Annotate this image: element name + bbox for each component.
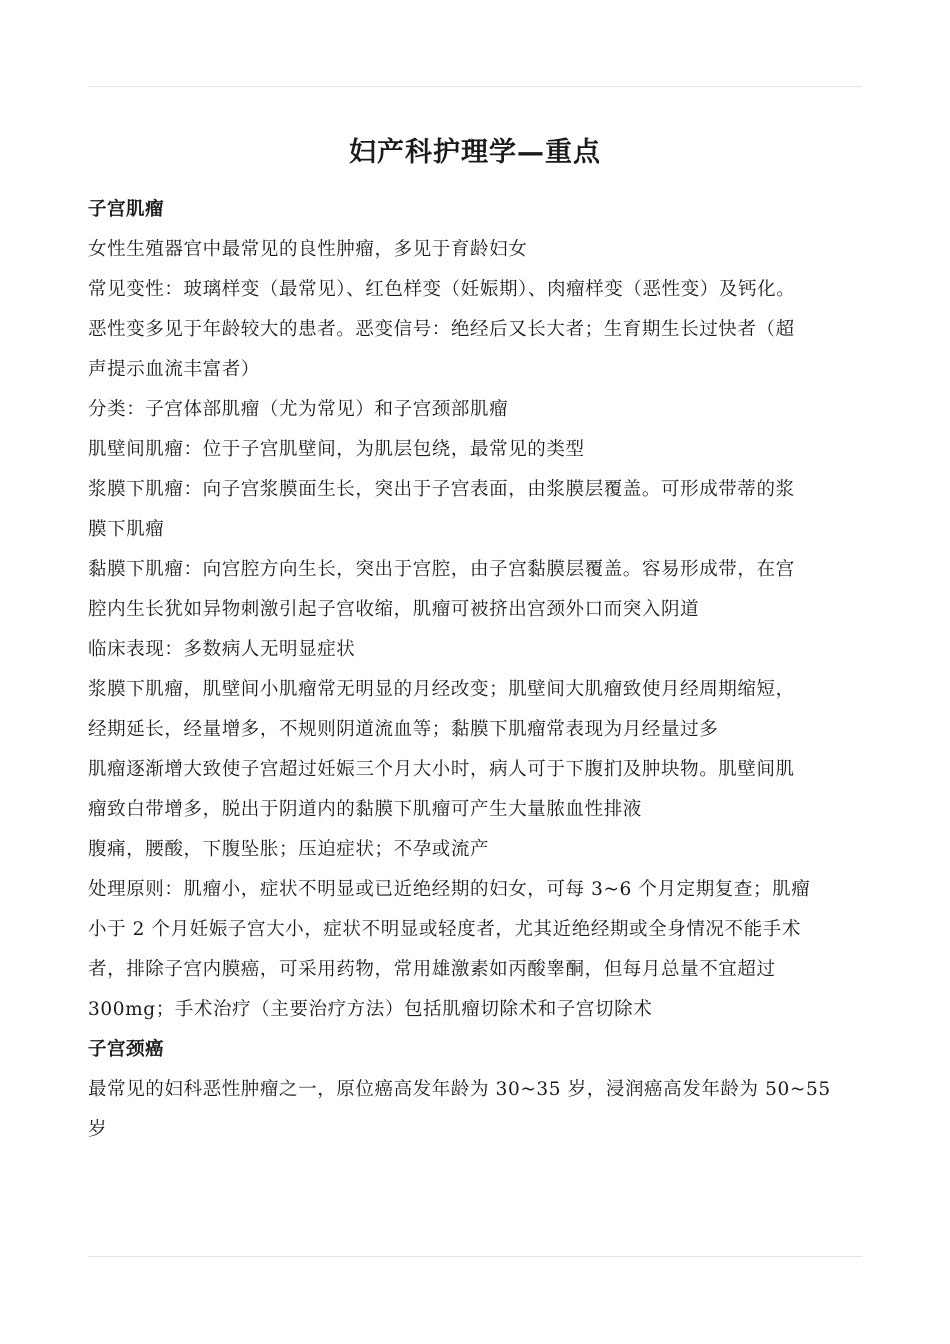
section-heading: 子宫肌瘤 xyxy=(88,199,165,220)
text-line: 腔内生长犹如异物刺激引起子宫收缩，肌瘤可被挤出宫颈外口而突入阴道 xyxy=(88,599,700,620)
text-line: 腹痛，腰酸，下腹坠胀；压迫症状；不孕或流产 xyxy=(88,839,490,860)
text-line: 最常见的妇科恶性肿瘤之一，原位癌高发年龄为 30~35 岁，浸润癌高发年龄为 50~55 xyxy=(88,1079,831,1100)
text-line: 经期延长，经量增多，不规则阴道流血等；黏膜下肌瘤常表现为月经量过多 xyxy=(88,719,719,740)
text-line: 浆膜下肌瘤：向子宫浆膜面生长，突出于子宫表面，由浆膜层覆盖。可形成带蒂的浆 xyxy=(88,479,795,500)
text-line: 女性生殖器官中最常见的良性肿瘤，多见于育龄妇女 xyxy=(88,239,528,260)
text-line: 黏膜下肌瘤：向宫腔方向生长，突出于宫腔，由子宫黏膜层覆盖。容易形成带，在宫 xyxy=(88,559,795,580)
document-body xyxy=(88,190,878,1150)
text-line: 小于 2 个月妊娠子宫大小，症状不明显或轻度者，尤其近绝经期或全身情况不能手术 xyxy=(88,919,801,940)
text-line: 恶性变多见于年龄较大的患者。恶变信号：绝经后又长大者；生育期生长过快者（超 xyxy=(88,319,795,340)
text-line: 分类：子宫体部肌瘤（尤为常见）和子宫颈部肌瘤 xyxy=(88,399,509,420)
text-line: 肌瘤逐渐增大致使子宫超过妊娠三个月大小时，病人可于下腹扪及肿块物。肌壁间肌 xyxy=(88,759,795,780)
text-line: 常见变性：玻璃样变（最常见）、红色样变（妊娠期）、肉瘤样变（恶性变）及钙化。 xyxy=(88,279,796,300)
text-line: 瘤致白带增多，脱出于阴道内的黏膜下肌瘤可产生大量脓血性排液 xyxy=(88,799,642,820)
text-line: 处理原则：肌瘤小，症状不明显或已近绝经期的妇女，可每 3~6 个月定期复查；肌瘤 xyxy=(88,879,811,900)
text-line: 声提示血流丰富者） xyxy=(88,359,260,380)
top-divider xyxy=(88,86,862,87)
text-line: 岁 xyxy=(88,1119,108,1140)
text-line: 临床表现：多数病人无明显症状 xyxy=(88,639,356,660)
text-line: 300mg；手术治疗（主要治疗方法）包括肌瘤切除术和子宫切除术 xyxy=(88,999,653,1020)
text-line: 浆膜下肌瘤，肌壁间小肌瘤常无明显的月经改变；肌壁间大肌瘤致使月经周期缩短， xyxy=(88,679,795,700)
section-heading: 子宫颈癌 xyxy=(88,1039,165,1060)
text-line: 膜下肌瘤 xyxy=(88,519,165,540)
bottom-divider xyxy=(88,1256,862,1257)
text-line: 者，排除子宫内膜癌，可采用药物，常用雄激素如丙酸睾酮，但每月总量不宜超过 xyxy=(88,959,776,980)
page-title: 妇产科护理学—重点 xyxy=(349,137,601,169)
text-line: 肌壁间肌瘤：位于子宫肌壁间，为肌层包绕，最常见的类型 xyxy=(88,439,585,460)
